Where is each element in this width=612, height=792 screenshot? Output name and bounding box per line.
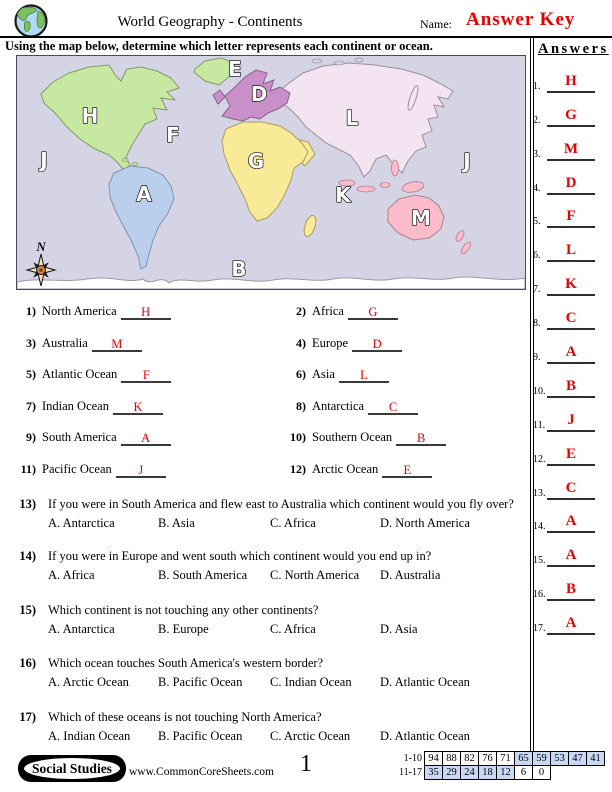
answer-letter: G: [565, 106, 577, 123]
matching-question: [278, 367, 528, 399]
answer-row: [533, 536, 605, 570]
header-divider: [0, 36, 612, 38]
answer-letter: J: [567, 411, 575, 428]
answer-number: 10.: [533, 385, 546, 397]
answer-number: 12.: [533, 453, 546, 465]
grade-table: [394, 751, 605, 780]
answer-row: [533, 198, 605, 232]
answer-letter: C: [388, 399, 398, 414]
question-number: 14): [19, 549, 36, 563]
answer-letter: H: [141, 305, 151, 319]
matching-question: [0, 367, 278, 399]
answer-number: 5.: [533, 216, 541, 228]
question-number: 11): [20, 461, 36, 476]
question-number: 12): [290, 461, 306, 476]
question-label: Asia: [312, 367, 335, 382]
answer-blank: [547, 159, 595, 161]
answer-letter: A: [565, 615, 577, 632]
answer-row: [533, 469, 605, 503]
answer-row: [533, 367, 605, 401]
answer-row: [533, 299, 605, 333]
answer-blank: [547, 464, 595, 466]
mc-choice: D. Atlantic Ocean: [380, 675, 470, 689]
site-url: www.CommonCoreSheets.com: [129, 766, 274, 778]
mc-choice: D. Atlantic Ocean: [380, 729, 470, 743]
answer-blank: [547, 328, 595, 330]
subject-badge-label: Social Studies: [24, 758, 120, 779]
grade-row-label: 1-10: [403, 753, 422, 764]
question-number: 4): [296, 335, 306, 350]
map-letter: J: [463, 149, 471, 173]
answer-number: 9.: [533, 352, 541, 364]
grade-table-row: [394, 751, 605, 766]
mc-choice: C. Africa: [270, 622, 316, 636]
answer-row: [533, 164, 605, 198]
question-text: Which of these oceans is not touching North America?: [48, 710, 322, 724]
answer-number: 15.: [533, 555, 546, 567]
answer-blank: [547, 396, 595, 398]
map-letter: F: [166, 123, 180, 147]
answer-row: [533, 604, 605, 638]
mc-choice: B. South America: [158, 568, 248, 582]
grade-table-row: [394, 765, 605, 780]
answer-blank: [547, 260, 595, 262]
answer-blank: [547, 498, 595, 500]
answer-blank: [113, 399, 163, 415]
answer-key-label: Answer Key: [466, 9, 576, 30]
answer-row: [533, 333, 605, 367]
grade-cell: 53: [550, 751, 569, 766]
answer-number: 2.: [533, 114, 541, 126]
answer-number: 8.: [533, 318, 541, 330]
question-number: 7): [26, 398, 36, 413]
question-label: Australia: [42, 335, 88, 350]
world-map: [16, 55, 526, 290]
answer-letter: F: [566, 208, 576, 225]
answer-row: [533, 96, 605, 130]
answer-letter: E: [403, 462, 412, 477]
answer-letter: F: [142, 368, 150, 383]
answer-letter: D: [565, 174, 577, 191]
matching-question: [0, 430, 278, 462]
grade-cell: 6: [514, 765, 533, 780]
map-letter: L: [345, 106, 359, 130]
answer-number: 11.: [533, 419, 546, 431]
answer-blank: [547, 294, 595, 296]
answer-row: [533, 435, 605, 469]
grade-cell: 88: [442, 751, 461, 766]
question-text: Which continent is not touching any other continents?: [48, 603, 319, 617]
map-letter: H: [81, 104, 99, 128]
mc-question: [0, 549, 528, 583]
mc-choice: D. Australia: [380, 568, 441, 582]
map-letter: A: [136, 182, 152, 206]
mc-choice: C. Arctic Ocean: [270, 729, 351, 743]
matching-question: [278, 462, 528, 494]
question-label: Atlantic Ocean: [42, 367, 118, 382]
answer-letter: M: [111, 336, 123, 351]
answer-letter: A: [565, 344, 577, 361]
answer-blank: [121, 304, 171, 320]
matching-questions: [0, 304, 528, 494]
answer-letter: B: [565, 377, 576, 394]
question-label: Indian Ocean: [42, 398, 109, 413]
subject-badge: [18, 755, 126, 782]
answer-row: [533, 401, 605, 435]
mc-question: [0, 710, 528, 744]
question-number: 5): [26, 367, 36, 382]
compass-north-label: N: [36, 239, 46, 254]
answer-letter: K: [133, 399, 143, 414]
mc-choice: A. Africa: [48, 568, 95, 582]
map-letter: B: [231, 257, 247, 281]
map-letter: G: [247, 149, 265, 173]
question-number: 2): [296, 304, 306, 318]
grade-row-label: 11-17: [399, 767, 422, 778]
answer-letter: H: [565, 72, 577, 89]
answer-letter: G: [368, 305, 378, 319]
answer-blank: [396, 430, 446, 446]
answers-panel: [533, 62, 605, 638]
map-letter: M: [411, 206, 431, 230]
answer-row: [533, 503, 605, 537]
grade-cell: 59: [532, 751, 551, 766]
mc-choice: B. Pacific Ocean: [158, 729, 243, 743]
answer-letter: D: [372, 336, 382, 351]
answer-number: 1.: [533, 80, 541, 92]
answer-letter: A: [565, 513, 577, 530]
question-number: 9): [26, 430, 36, 445]
matching-question: [0, 336, 278, 368]
compass-rose-icon: [25, 239, 56, 286]
question-text: If you were in Europe and went south which continent would you end up in?: [48, 549, 432, 563]
matching-question: [278, 430, 528, 462]
question-label: Europe: [312, 335, 349, 350]
mc-question: [0, 656, 528, 690]
answer-blank: [547, 599, 595, 601]
mc-choice: B. Pacific Ocean: [158, 675, 243, 689]
answer-letter: L: [565, 242, 576, 259]
answer-number: 13.: [533, 487, 546, 499]
question-number: 3): [26, 335, 36, 350]
matching-question: [0, 462, 278, 494]
grade-cell: 94: [424, 751, 443, 766]
answer-number: 7.: [533, 284, 541, 296]
mc-choice: A. Indian Ocean: [48, 729, 131, 743]
answer-blank: [547, 565, 595, 567]
mc-choice: C. North America: [270, 568, 360, 582]
grade-cell: 76: [478, 751, 497, 766]
question-number: 16): [19, 656, 36, 670]
world-map-svg: [17, 56, 525, 289]
answer-number: 4.: [533, 182, 541, 194]
grade-cell: 65: [514, 751, 533, 766]
grade-cell: 47: [568, 751, 587, 766]
matching-question: [278, 304, 528, 336]
answer-blank: [348, 304, 398, 320]
mc-choice: A. Antarctica: [48, 622, 115, 636]
grade-cell: 24: [460, 765, 479, 780]
grade-cell: 35: [424, 765, 443, 780]
answer-row: [533, 62, 605, 96]
instruction-text: Using the map below, determine which letter represents each continent or ocean.: [5, 39, 433, 53]
answer-letter: E: [565, 445, 576, 462]
mc-choice: D. Asia: [380, 622, 418, 636]
grade-cell: 12: [496, 765, 515, 780]
answer-blank: [547, 362, 595, 364]
answer-letter: J: [138, 462, 144, 477]
mc-choice: B. Asia: [158, 516, 195, 530]
answer-blank: [547, 125, 595, 127]
mc-question: [0, 497, 528, 531]
map-letter: E: [228, 57, 242, 81]
answer-blank: [547, 91, 595, 93]
question-number: 17): [19, 710, 36, 724]
answer-letter: C: [565, 310, 577, 327]
question-label: Antarctica: [312, 398, 365, 413]
mc-choice: C. Indian Ocean: [270, 675, 352, 689]
grade-cell: 18: [478, 765, 497, 780]
question-label: Pacific Ocean: [42, 461, 112, 476]
answer-blank: [121, 430, 171, 446]
question-text: If you were in South America and flew east to Australia which continent would you fly over?: [48, 497, 514, 511]
mc-choice: B. Europe: [158, 622, 209, 636]
matching-question: [278, 399, 528, 431]
answer-number: 16.: [533, 589, 546, 601]
name-label: Name:: [420, 17, 452, 31]
answer-letter: B: [417, 431, 426, 446]
question-text: Which ocean touches South America's western border?: [48, 656, 324, 670]
map-letter: J: [40, 148, 48, 172]
answer-number: 6.: [533, 250, 541, 262]
mc-choice: D. North America: [380, 516, 470, 530]
matching-question: [0, 304, 278, 336]
grade-cell: 82: [460, 751, 479, 766]
answer-number: 14.: [533, 521, 546, 533]
matching-question: [278, 336, 528, 368]
mc-choice: A. Arctic Ocean: [48, 675, 129, 689]
question-number: 15): [19, 603, 36, 617]
answer-row: [533, 570, 605, 604]
answer-number: 17.: [533, 623, 546, 635]
grade-cell: 71: [496, 751, 515, 766]
question-label: Southern Ocean: [312, 430, 393, 445]
question-label: North America: [42, 304, 117, 318]
mc-choice: A. Antarctica: [48, 516, 115, 530]
answer-row: [533, 130, 605, 164]
question-number: 10): [290, 430, 306, 445]
answer-row: [533, 265, 605, 299]
grade-cell: 41: [586, 751, 605, 766]
question-label: South America: [42, 430, 117, 445]
answer-letter: K: [565, 276, 577, 293]
answer-blank: [547, 430, 595, 432]
answer-blank: [92, 336, 142, 352]
mc-question: [0, 603, 528, 637]
answer-blank: [368, 399, 418, 415]
page-number: 1: [300, 751, 312, 777]
question-number: 13): [19, 497, 36, 511]
answer-letter: M: [563, 140, 579, 157]
answers-title: Answers: [538, 41, 609, 57]
answer-blank: [382, 462, 432, 478]
answer-blank: [121, 367, 171, 383]
question-number: 1): [26, 304, 36, 318]
answer-letter: A: [141, 431, 151, 446]
grade-cell: 29: [442, 765, 461, 780]
answer-blank: [547, 633, 595, 635]
map-letter: K: [335, 183, 351, 207]
map-letter: D: [250, 82, 268, 106]
answer-letter: C: [565, 479, 577, 496]
answer-letter: L: [360, 368, 368, 383]
answer-blank: [339, 367, 389, 383]
page-title: World Geography - Continents: [117, 14, 303, 30]
question-number: 6): [296, 367, 306, 382]
answer-letter: B: [565, 581, 576, 598]
answer-blank: [352, 336, 402, 352]
answer-blank: [116, 462, 166, 478]
matching-question: [0, 399, 278, 431]
answer-blank: [547, 226, 595, 228]
question-number: 8): [296, 398, 306, 413]
globe-logo-icon: [12, 2, 50, 40]
mc-choice: C. Africa: [270, 516, 316, 530]
answer-row: [533, 231, 605, 265]
answer-blank: [547, 193, 595, 195]
answer-blank: [547, 531, 595, 533]
grade-cell: 0: [532, 765, 551, 780]
question-label: Arctic Ocean: [312, 461, 379, 476]
question-label: Africa: [312, 304, 344, 318]
answer-letter: A: [565, 547, 577, 564]
answer-number: 3.: [533, 148, 541, 160]
